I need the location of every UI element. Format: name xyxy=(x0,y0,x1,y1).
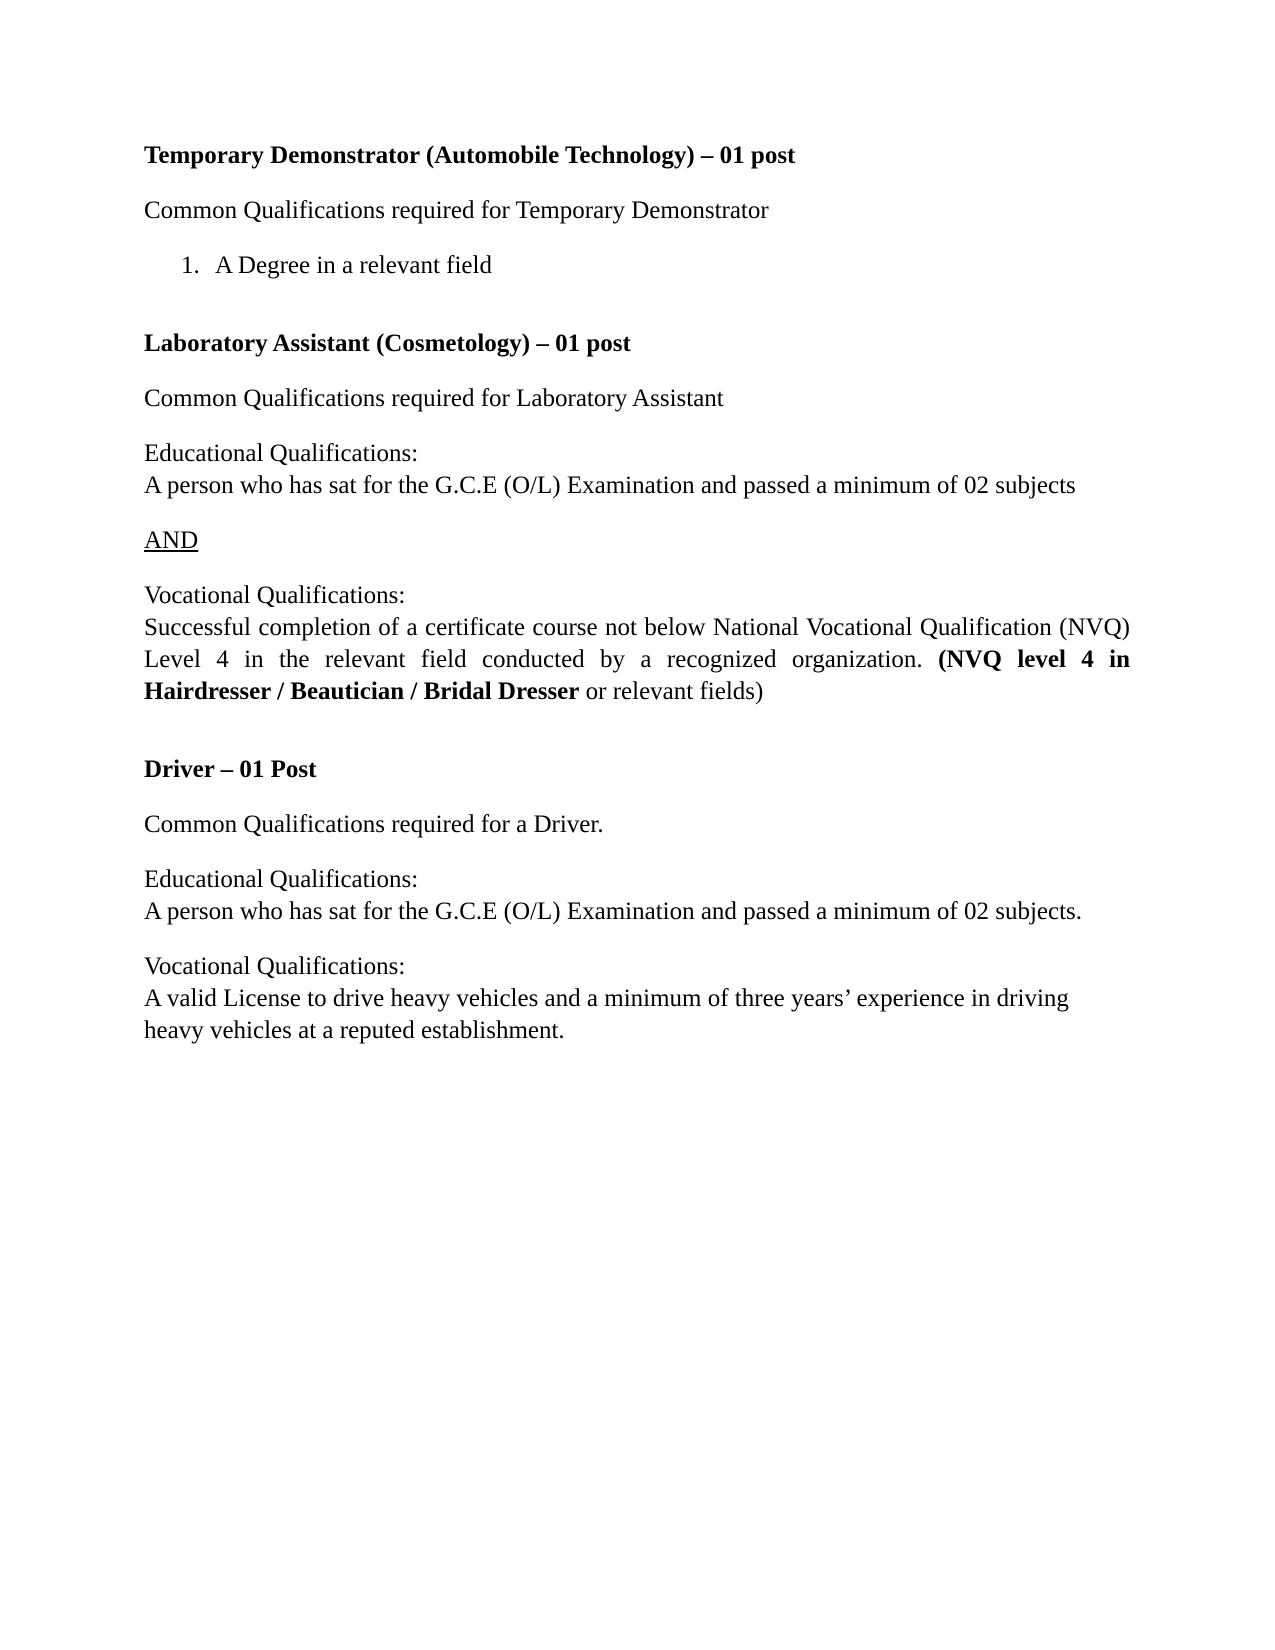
vocational-text-regular-tail: or relevant fields) xyxy=(579,678,764,705)
educational-qualifications-block xyxy=(144,438,1130,502)
educational-qualifications-label: Educational Qualifications: xyxy=(144,440,419,467)
section-intro-laboratory-assistant: Common Qualifications required for Laboratory Assistant xyxy=(144,385,724,412)
section-heading-temporary-demonstrator: Temporary Demonstrator (Automobile Technology) – 01 post xyxy=(144,142,796,169)
vocational-qualifications-label: Vocational Qualifications: xyxy=(144,582,406,609)
vocational-qualifications-label-driver: Vocational Qualifications: xyxy=(144,953,406,980)
list-item-text: A Degree in a relevant field xyxy=(215,252,492,279)
section-heading-laboratory-assistant: Laboratory Assistant (Cosmetology) – 01 post xyxy=(144,330,631,357)
section-heading-driver: Driver – 01 Post xyxy=(144,756,317,783)
list-item-number: 1. xyxy=(181,252,200,279)
vocational-qualifications-block-driver xyxy=(144,951,1130,1047)
section-intro-temporary-demonstrator: Common Qualifications required for Temporary Demonstrator xyxy=(144,197,769,224)
educational-qualifications-label-driver: Educational Qualifications: xyxy=(144,866,419,893)
section-intro-driver: Common Qualifications required for a Driver. xyxy=(144,811,604,838)
vocational-qualifications-text xyxy=(144,612,1130,708)
and-connector: AND xyxy=(144,527,199,554)
vocational-qualifications-text-driver: A valid License to drive heavy vehicles and a minimum of three years’ experience in driving heavy vehicles at a reputed establishment. xyxy=(144,985,1069,1044)
educational-qualifications-block-driver xyxy=(144,864,1130,928)
educational-qualifications-text: A person who has sat for the G.C.E (O/L) Examination and passed a minimum of 02 subjects xyxy=(144,472,1076,499)
vocational-text-regular: Successful completion of a certificate course not below National Vocational Qualification (NVQ) Level 4 in the relevant field conducted by a recognized organization. xyxy=(144,614,1130,673)
vocational-text-bold-nvq: (NVQ level 4 in Hairdresser / Beautician / Bridal Dresser xyxy=(144,646,1130,705)
vocational-qualifications-block xyxy=(144,580,1130,708)
educational-qualifications-text-driver: A person who has sat for the G.C.E (O/L) Examination and passed a minimum of 02 subjects. xyxy=(144,898,1083,925)
list-item xyxy=(181,250,1130,282)
